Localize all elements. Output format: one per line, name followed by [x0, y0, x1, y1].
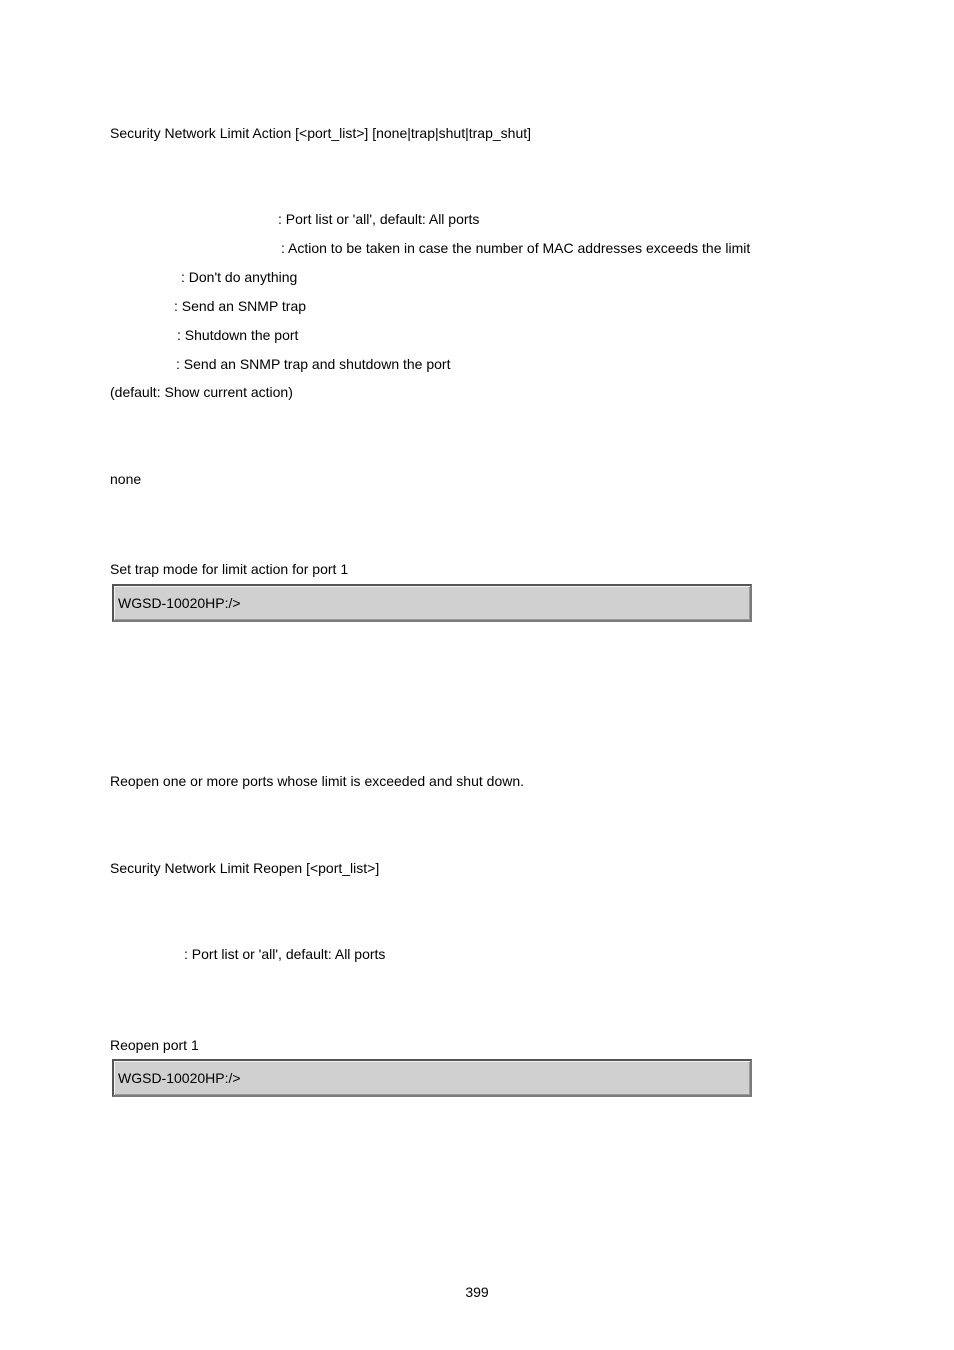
- reopen-syntax: Security Network Limit Reopen [<port_list>]: [110, 860, 380, 876]
- reopen-param-port-list: : Port list or 'all', default: All ports: [184, 946, 386, 962]
- reopen-description: Reopen one or more ports whose limit is exceeded and shut down.: [110, 773, 525, 789]
- page-number: 399: [465, 1284, 489, 1300]
- reopen-command-box: [112, 1059, 752, 1097]
- action-syntax: Security Network Limit Action [<port_list>] [none|trap|shut|trap_shut]: [110, 125, 532, 141]
- param-action: : Action to be taken in case the number of MAC addresses exceeds the limit: [281, 240, 751, 256]
- param-trap-shut: : Send an SNMP trap and shutdown the port: [176, 356, 451, 372]
- param-none: : Don't do anything: [181, 269, 298, 285]
- param-trap: : Send an SNMP trap: [174, 298, 307, 314]
- default-value: none: [110, 471, 142, 487]
- param-shut: : Shutdown the port: [177, 327, 299, 343]
- reopen-example-desc: Reopen port 1: [110, 1037, 199, 1053]
- param-port-list: : Port list or 'all', default: All ports: [278, 211, 480, 227]
- action-command-box: [112, 584, 752, 622]
- default-note: (default: Show current action): [110, 384, 293, 400]
- action-command-prompt: WGSD-10020HP:/>: [118, 595, 241, 611]
- reopen-command-prompt: WGSD-10020HP:/>: [118, 1070, 241, 1086]
- action-example-desc: Set trap mode for limit action for port 1: [110, 561, 349, 577]
